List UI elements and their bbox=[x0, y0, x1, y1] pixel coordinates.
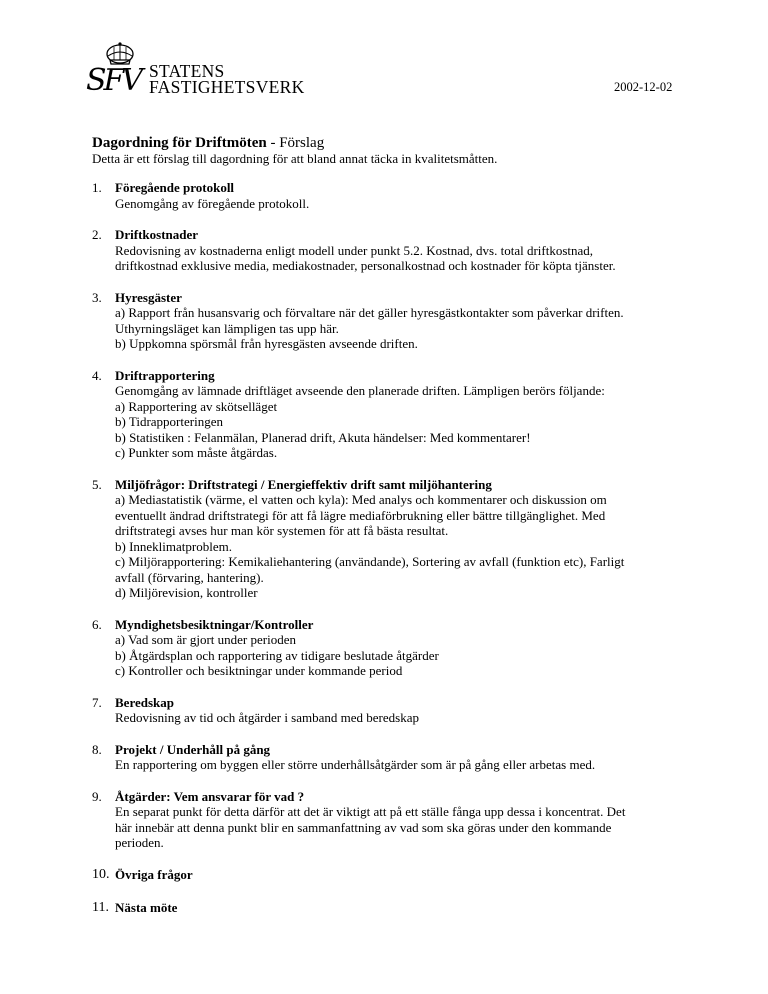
item-heading: Driftrapportering bbox=[115, 367, 215, 383]
item-number: 2. bbox=[92, 227, 102, 242]
agenda-item bbox=[92, 477, 692, 601]
item-line: c) Punkter som måste åtgärdas. bbox=[115, 445, 278, 460]
item-line: c) Miljörapportering: Kemikaliehantering (användande), Sortering av avfall (funktion etc), Farligt bbox=[115, 554, 625, 569]
item-line: b) Tidrapporteringen bbox=[115, 414, 223, 429]
item-line: c) Kontroller och besiktningar under kommande period bbox=[115, 663, 403, 678]
agenda-item bbox=[92, 789, 692, 851]
org-name-line-2: FASTIGHETSVERK bbox=[149, 77, 305, 97]
agenda-item bbox=[92, 290, 692, 352]
item-number: 10. bbox=[92, 866, 110, 882]
item-line: driftstrategi avses hur man kör systemen för att få bästa resultat. bbox=[115, 523, 449, 538]
item-line: d) Miljörevision, kontroller bbox=[115, 585, 258, 600]
title-main: Dagordning för Driftmöten bbox=[92, 135, 267, 151]
item-number: 1. bbox=[92, 180, 102, 195]
item-line: perioden. bbox=[115, 835, 164, 850]
item-line: avfall (förvaring, hantering). bbox=[115, 569, 264, 585]
item-heading: Hyresgäster bbox=[115, 289, 182, 305]
item-number: 4. bbox=[92, 367, 102, 383]
item-line: b) Statistiken : Felanmälan, Planerad drift, Akuta händelser: Med kommentarer! bbox=[115, 429, 531, 445]
item-heading: Övriga frågor bbox=[115, 866, 193, 882]
agenda-item bbox=[92, 227, 692, 274]
item-number: 11. bbox=[92, 900, 109, 915]
sfv-logo bbox=[86, 42, 326, 102]
agenda-item bbox=[92, 180, 692, 211]
item-line: b) Inneklimatproblem. bbox=[115, 538, 232, 554]
agenda-item bbox=[92, 695, 692, 726]
item-number: 8. bbox=[92, 741, 102, 757]
item-line: a) Rapportering av skötselläget bbox=[115, 398, 278, 414]
agenda-item bbox=[92, 742, 692, 773]
agenda-item bbox=[92, 617, 692, 679]
document-date: 2002-12-02 bbox=[614, 80, 673, 94]
item-line: Redovisning av tid och åtgärder i samband med beredskap bbox=[115, 710, 419, 725]
item-number: 5. bbox=[92, 476, 102, 492]
item-number: 3. bbox=[92, 289, 102, 305]
item-heading: Miljöfrågor: Driftstrategi / Energieffektiv drift samt miljöhantering bbox=[115, 476, 492, 492]
item-heading: Myndighetsbesiktningar/Kontroller bbox=[115, 616, 314, 632]
item-line: Uthyrningsläget kan lämpligen tas upp här. bbox=[115, 320, 339, 336]
item-number: 9. bbox=[92, 788, 102, 804]
item-number: 7. bbox=[92, 694, 102, 710]
item-heading: Åtgärder: Vem ansvarar för vad ? bbox=[115, 788, 305, 804]
agenda-item bbox=[92, 368, 692, 461]
intro-text: Detta är ett förslag till dagordning för att bland annat täcka in kvalitetsmåtten. bbox=[92, 151, 498, 166]
item-heading: Projekt / Underhåll på gång bbox=[115, 741, 271, 757]
org-name-line-1: STATENS bbox=[149, 61, 225, 81]
item-line: driftkostnad exklusive media, mediakostnader, personalkostnad och kostnader för köpta tjänster. bbox=[115, 258, 616, 273]
page-title bbox=[92, 134, 324, 152]
item-line: a) Vad som är gjort under perioden bbox=[115, 632, 296, 647]
agenda-item bbox=[92, 867, 692, 883]
item-line: Redovisning av kostnaderna enligt modell under punkt 5.2. Kostnad, dvs. total driftkostnad, bbox=[115, 242, 594, 258]
item-line: b) Åtgärdsplan och rapportering av tidigare beslutade åtgärder bbox=[115, 647, 439, 663]
item-line: a) Mediastatistik (värme, el vatten och kyla): Med analys och kommentarer och diskussion om bbox=[115, 492, 607, 507]
logo-monogram: SFV bbox=[86, 63, 141, 98]
item-line: Genomgång av lämnade driftläget avseende den planerade driften. Lämpligen berörs följande: bbox=[115, 383, 605, 398]
title-suffix: - Förslag bbox=[266, 135, 325, 151]
item-number: 6. bbox=[92, 616, 102, 632]
item-heading: Driftkostnader bbox=[115, 227, 199, 242]
item-line: En separat punkt för detta därför att det är viktigt att på ett ställe fånga upp dessa i koncentrat. Det bbox=[115, 804, 626, 819]
item-line: här innebär att denna punkt blir en sammanfattning av vad som ska göras under den kommande bbox=[115, 819, 612, 835]
organization-name bbox=[149, 63, 305, 95]
item-line: a) Rapport från husansvarig och förvaltare när det gäller hyresgästkontakter som påverkar driften. bbox=[115, 305, 624, 320]
item-line: En rapportering om byggen eller större underhållsåtgärder som är på gång eller arbetas med. bbox=[115, 757, 596, 772]
item-line: Genomgång av föregående protokoll. bbox=[115, 195, 310, 211]
agenda-list bbox=[92, 180, 692, 916]
item-heading: Nästa möte bbox=[115, 900, 178, 915]
item-heading: Föregående protokoll bbox=[115, 180, 235, 195]
agenda-item bbox=[92, 900, 692, 916]
item-line: eventuellt ändrad driftstrategi för att få lägre mediaförbrukning eller bättre tillgänglighet. Med bbox=[115, 507, 606, 523]
item-line: b) Uppkomna spörsmål från hyresgästen avseende driften. bbox=[115, 336, 418, 351]
item-heading: Beredskap bbox=[115, 694, 174, 710]
